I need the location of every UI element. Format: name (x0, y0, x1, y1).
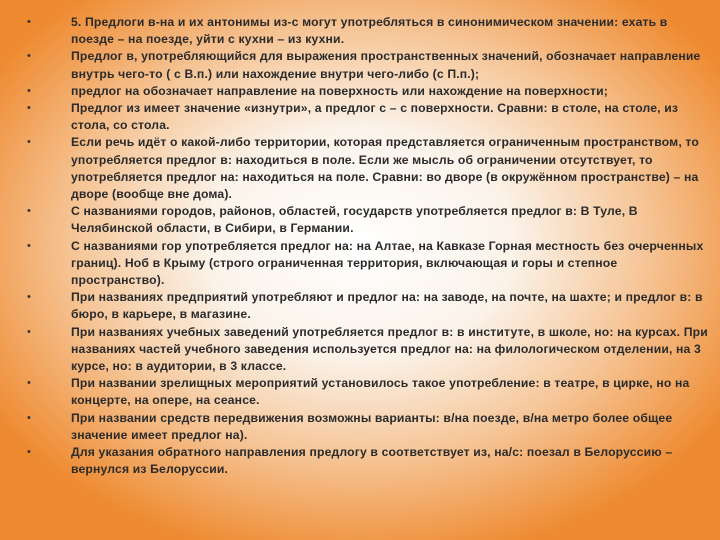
list-item-text: Для указания обратного направления предлогу в соответствует из, на/с: поезал в Белоруссию – вернулся из Белоруссии. (71, 445, 673, 477)
list-item (20, 48, 710, 82)
list-item-text: При названиях учебных заведений употребляется предлог в: в институте, в школе, но: на курсах. При названиях частей учебного заведения используется предлог на: на филологическом отделении, на 3 курсе, но: в аудитории, в 3 классе. (71, 324, 708, 374)
slide-content (20, 14, 710, 524)
bullet-icon: • (27, 325, 32, 338)
bullet-icon: • (27, 50, 32, 63)
list-item (20, 410, 710, 444)
list-item (20, 14, 710, 48)
bullet-list (20, 14, 710, 478)
bullet-icon: • (27, 16, 32, 28)
list-item-text: При названии зрелищных мероприятий установилось такое употребление: в театре, в цирке, но на концерте, на опере, на сеансе. (71, 376, 690, 408)
list-item-text: Если речь идёт о какой-либо территории, которая представляется ограниченным пространством, то употребляется предлог в: находиться в поле. Если же мысль об ограничении отсутствует, то употребляется предлог на: находиться на поле. Сравни: во дворе (в окружённом пространстве) – на дворе (вообще вне дома). (71, 135, 699, 202)
bullet-icon: • (27, 239, 32, 252)
list-item (20, 324, 710, 376)
list-item (20, 100, 710, 134)
bullet-icon: • (27, 291, 32, 304)
bullet-icon: • (27, 205, 32, 218)
bullet-icon: • (27, 446, 32, 459)
list-item-text: 5. Предлоги в-на и их антонимы из-с могут употребляться в синонимическом значении: ехать в поезде – на поезде, уйти с кухни – из кухни. (71, 15, 668, 47)
list-item (20, 375, 710, 409)
list-item (20, 444, 710, 478)
bullet-icon: • (27, 377, 32, 390)
list-item-text: При названии средств передвижения возможны варианты: в/на поезде, в/на метро более общее значение имеет предлог на). (71, 410, 673, 442)
list-item-text: С названиями городов, районов, областей, государств употребляется предлог в: В Туле, В Челябинской области, в Сибири, в Германии. (71, 204, 638, 236)
list-item-text: предлог на обозначает направление на поверхность или нахождение на поверхности; (71, 83, 608, 98)
list-item-text: Предлог в, употребляющийся для выражения пространственных значений, обозначает направление внутрь чего-то ( с В.п.) или нахождение внутри чего-либо (с П.п.); (71, 49, 701, 81)
list-item-text: С названиями гор употребляется предлог на: на Алтае, на Кавказе Горная местность без очерченных границ). Ноб в Крыму (строго ограниченная территория, включающая и горы и степное пространство). (71, 238, 704, 288)
list-item (20, 203, 710, 237)
list-item (20, 238, 710, 290)
list-item (20, 134, 710, 203)
bullet-icon: • (27, 84, 32, 97)
bullet-icon: • (27, 411, 32, 424)
list-item-text: Предлог из имеет значение «изнутри», а предлог с – с поверхности. Сравни: в столе, на столе, из стола, со стола. (71, 101, 679, 133)
bullet-icon: • (27, 136, 32, 149)
list-item-text: При названиях предприятий употребляют и предлог на: на заводе, на почте, на шахте; и предлог в: в бюро, в карьере, в магазине. (71, 290, 703, 322)
bullet-icon: • (27, 102, 32, 115)
list-item (20, 83, 710, 100)
list-item (20, 289, 710, 323)
